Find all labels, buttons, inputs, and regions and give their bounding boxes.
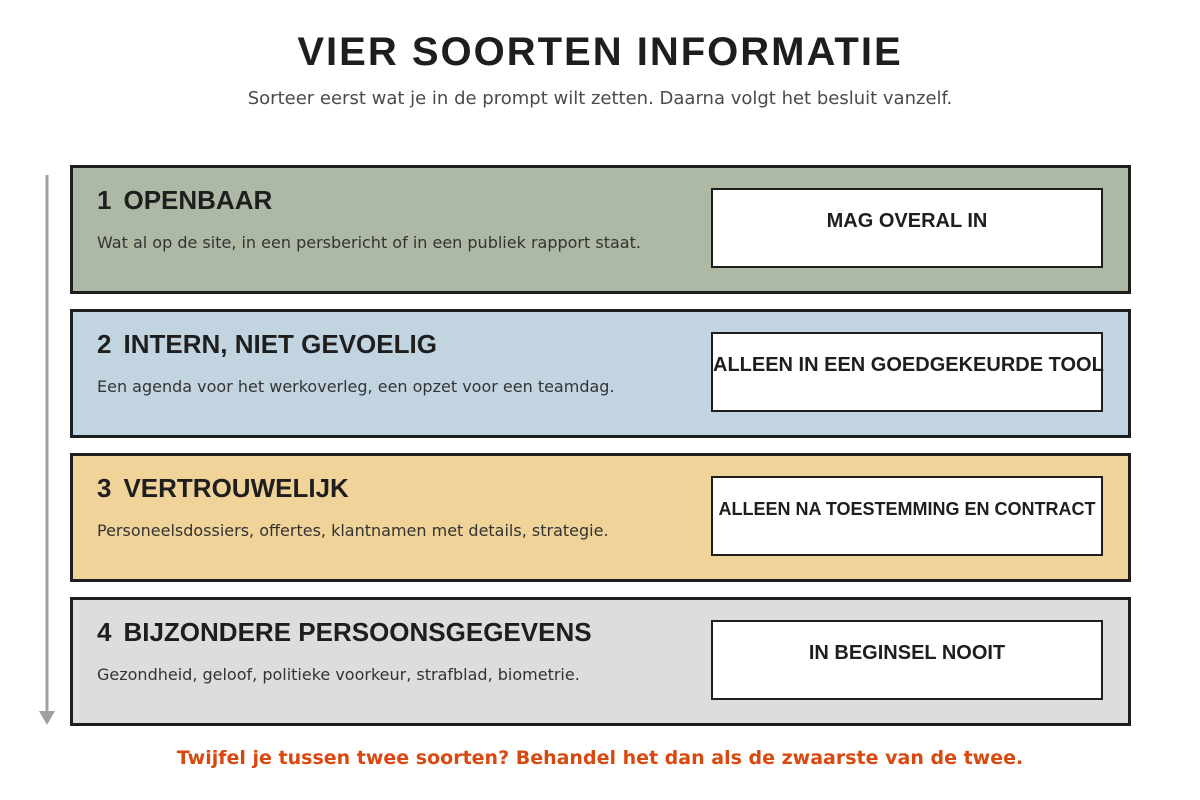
category-heading [97, 472, 349, 504]
category-rule: IN BEGINSEL NOOIT [808, 642, 1006, 664]
category-rule: ALLEEN NA TOESTEMMING EN CONTRACT [718, 499, 1096, 519]
category-row-vertrouwelijk [70, 453, 1131, 582]
category-name: VERTROUWELIJK [123, 473, 349, 503]
category-description: Een agenda voor het werkoverleg, een opzet voor een teamdag. [97, 377, 615, 396]
category-rule: ALLEEN IN EEN GOEDGEKEURDE TOOL [713, 354, 1104, 376]
category-number: 1 [97, 185, 112, 215]
category-number: 3 [97, 473, 112, 503]
category-row-openbaar [70, 165, 1131, 294]
footer-note: Twijfel je tussen twee soorten? Behandel het dan als de zwaarste van de twee. [176, 747, 1024, 769]
page-subtitle: Sorteer eerst wat je in de prompt wilt zetten. Daarna volgt het besluit vanzelf. [247, 88, 953, 109]
category-heading [97, 184, 272, 216]
category-name: INTERN, NIET GEVOELIG [123, 329, 437, 359]
category-heading [97, 328, 437, 360]
category-name: OPENBAAR [123, 185, 273, 215]
severity-arrow-icon [37, 175, 57, 727]
category-row-bijzondere-persoonsgegevens [70, 597, 1131, 726]
page-title: VIER SOORTEN INFORMATIE [297, 30, 903, 74]
category-name: BIJZONDERE PERSOONSGEGEVENS [123, 617, 592, 647]
category-rule-box [711, 332, 1103, 412]
category-description: Personeelsdossiers, offertes, klantnamen met details, strategie. [97, 521, 609, 540]
category-number: 4 [97, 617, 112, 647]
category-number: 2 [97, 329, 112, 359]
category-description: Wat al op de site, in een persbericht of in een publiek rapport staat. [97, 233, 641, 252]
category-row-intern [70, 309, 1131, 438]
category-heading [97, 616, 592, 648]
category-rule-box [711, 188, 1103, 268]
category-rule: MAG OVERAL IN [826, 210, 988, 232]
category-rule-box [711, 620, 1103, 700]
category-rule-box [711, 476, 1103, 556]
category-description: Gezondheid, geloof, politieke voorkeur, strafblad, biometrie. [97, 665, 580, 684]
